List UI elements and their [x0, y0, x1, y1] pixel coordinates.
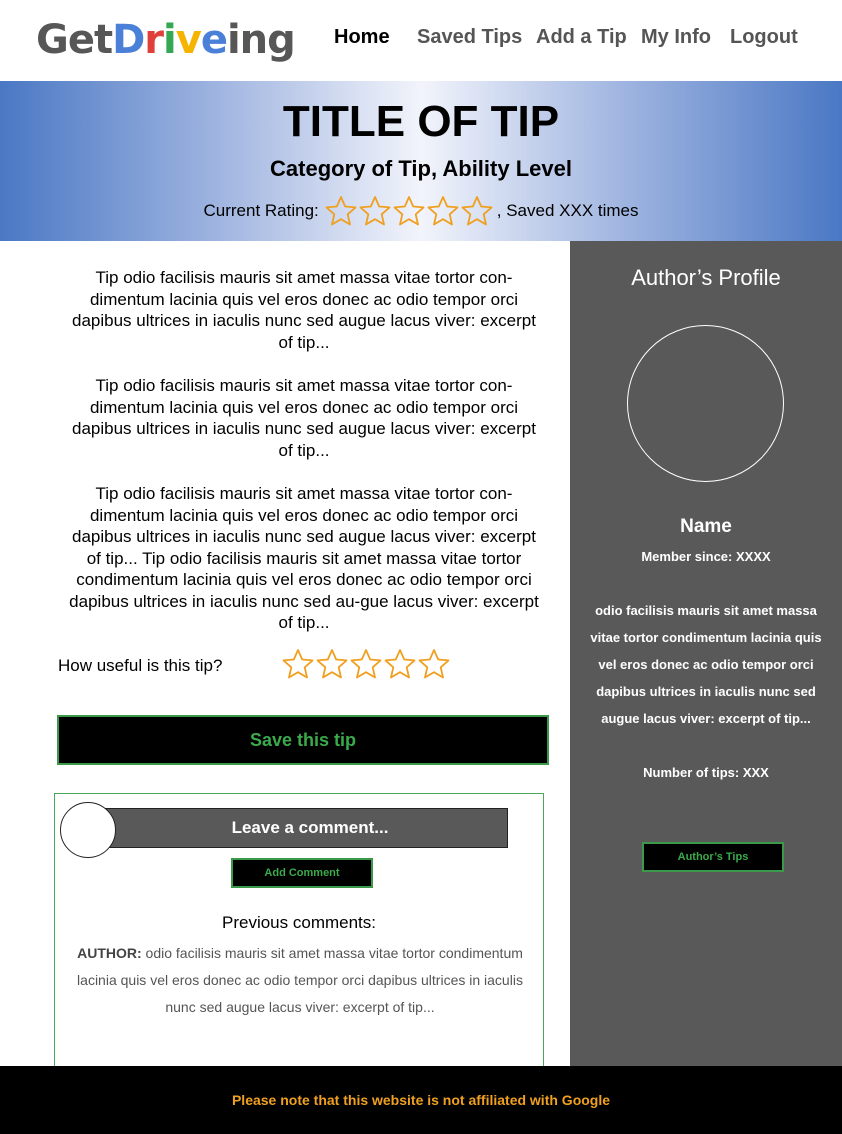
tip-paragraph: Tip odio facilisis mauris sit amet massa vitae tortor con-dimentum lacinia quis vel eros donec ac odio tempor orci dapibus ultrices in iaculis nunc sed augue lacus viver: excerpt of tip... [72, 376, 536, 460]
add-comment-button[interactable]: Add Comment [231, 858, 373, 888]
logo-letter: r [144, 17, 164, 63]
author-bio: odio facilisis mauris sit amet massa vitae tortor condimentum lacinia quis vel eros donec ac odio tempor orci dapibus ultrices in iaculis nunc sed augue lacus viver: excerpt of tip... [590, 603, 822, 726]
star-icon [393, 195, 425, 227]
main-nav [0, 26, 842, 52]
comment-input[interactable]: Leave a comment... [92, 808, 508, 848]
star-icon [359, 195, 391, 227]
tip-category: Category of Tip, Ability Level [270, 156, 572, 181]
logo-letter: e [200, 17, 227, 63]
useful-rating-stars[interactable] [282, 648, 452, 680]
author-tips-button[interactable]: Author’s Tips [642, 842, 784, 872]
tip-paragraph: Tip odio facilisis mauris sit amet massa vitae tortor con-dimentum lacinia quis vel eros donec ac odio tempor orci dapibus ultrices in iaculis nunc sed augue lacus viver: excerpt of tip... [72, 268, 536, 352]
nav-home[interactable]: Home [334, 26, 390, 48]
author-name: Name [680, 516, 732, 537]
author-avatar [627, 325, 784, 482]
tip-hero-banner [0, 81, 842, 241]
footer [0, 1066, 842, 1134]
user-avatar [60, 802, 116, 858]
current-rating-stars [325, 195, 495, 227]
footer-notice: Please note that this website is not affiliated with Google [231, 1092, 611, 1108]
previous-comments-heading: Previous comments: [222, 913, 376, 932]
logo-letter: D [112, 17, 145, 63]
member-since: Member since: XXXX [641, 549, 771, 564]
star-icon[interactable] [282, 648, 314, 680]
header [0, 0, 842, 80]
star-icon [461, 195, 493, 227]
comment-author: AUTHOR: [77, 945, 142, 961]
star-icon[interactable] [350, 648, 382, 680]
author-tip-count: Number of tips: XXX [643, 765, 769, 780]
nav-my-info[interactable]: My Info [641, 26, 711, 48]
current-rating [0, 191, 842, 227]
nav-add-tip[interactable]: Add a Tip [536, 26, 627, 48]
star-icon [325, 195, 357, 227]
nav-logout[interactable]: Logout [730, 26, 798, 48]
star-icon[interactable] [384, 648, 416, 680]
star-icon[interactable] [316, 648, 348, 680]
rating-label: Current Rating: [203, 201, 319, 220]
logo-letter: i [163, 17, 176, 63]
saved-count: , Saved XXX times [496, 201, 639, 220]
comment-body: odio facilisis mauris sit amet massa vitae tortor condimentum lacinia quis vel eros donec ac odio tempor orci dapibus ultrices in iaculis nunc sed augue lacus viver: excerpt of tip... [77, 945, 523, 1015]
author-profile-sidebar [570, 241, 842, 1066]
tip-title: TITLE OF TIP [282, 97, 560, 146]
logo-letter: ing [226, 17, 295, 63]
useful-label: How useful is this tip? [58, 656, 223, 675]
comment-item [70, 940, 530, 1021]
star-icon[interactable] [418, 648, 450, 680]
nav-saved-tips[interactable]: Saved Tips [417, 26, 523, 48]
star-icon [427, 195, 459, 227]
logo-letter: v [175, 17, 201, 63]
author-profile-title: Author’s Profile [631, 265, 781, 290]
save-tip-button[interactable]: Save this tip [57, 715, 549, 765]
logo-letter: Get [36, 17, 113, 63]
tip-paragraph: Tip odio facilisis mauris sit amet massa vitae tortor con-dimentum lacinia quis vel eros donec ac odio tempor orci dapibus ultrices in iaculis nunc sed augue lacus viver: excerpt of tip... Tip odio facilisis mauris sit amet massa vitae tortor condimentum lacinia quis vel eros donec ac odio tempor orci dapibus ultrices in iaculis nunc sed au-gue lacus viver: excerpt of tip... [69, 484, 539, 632]
